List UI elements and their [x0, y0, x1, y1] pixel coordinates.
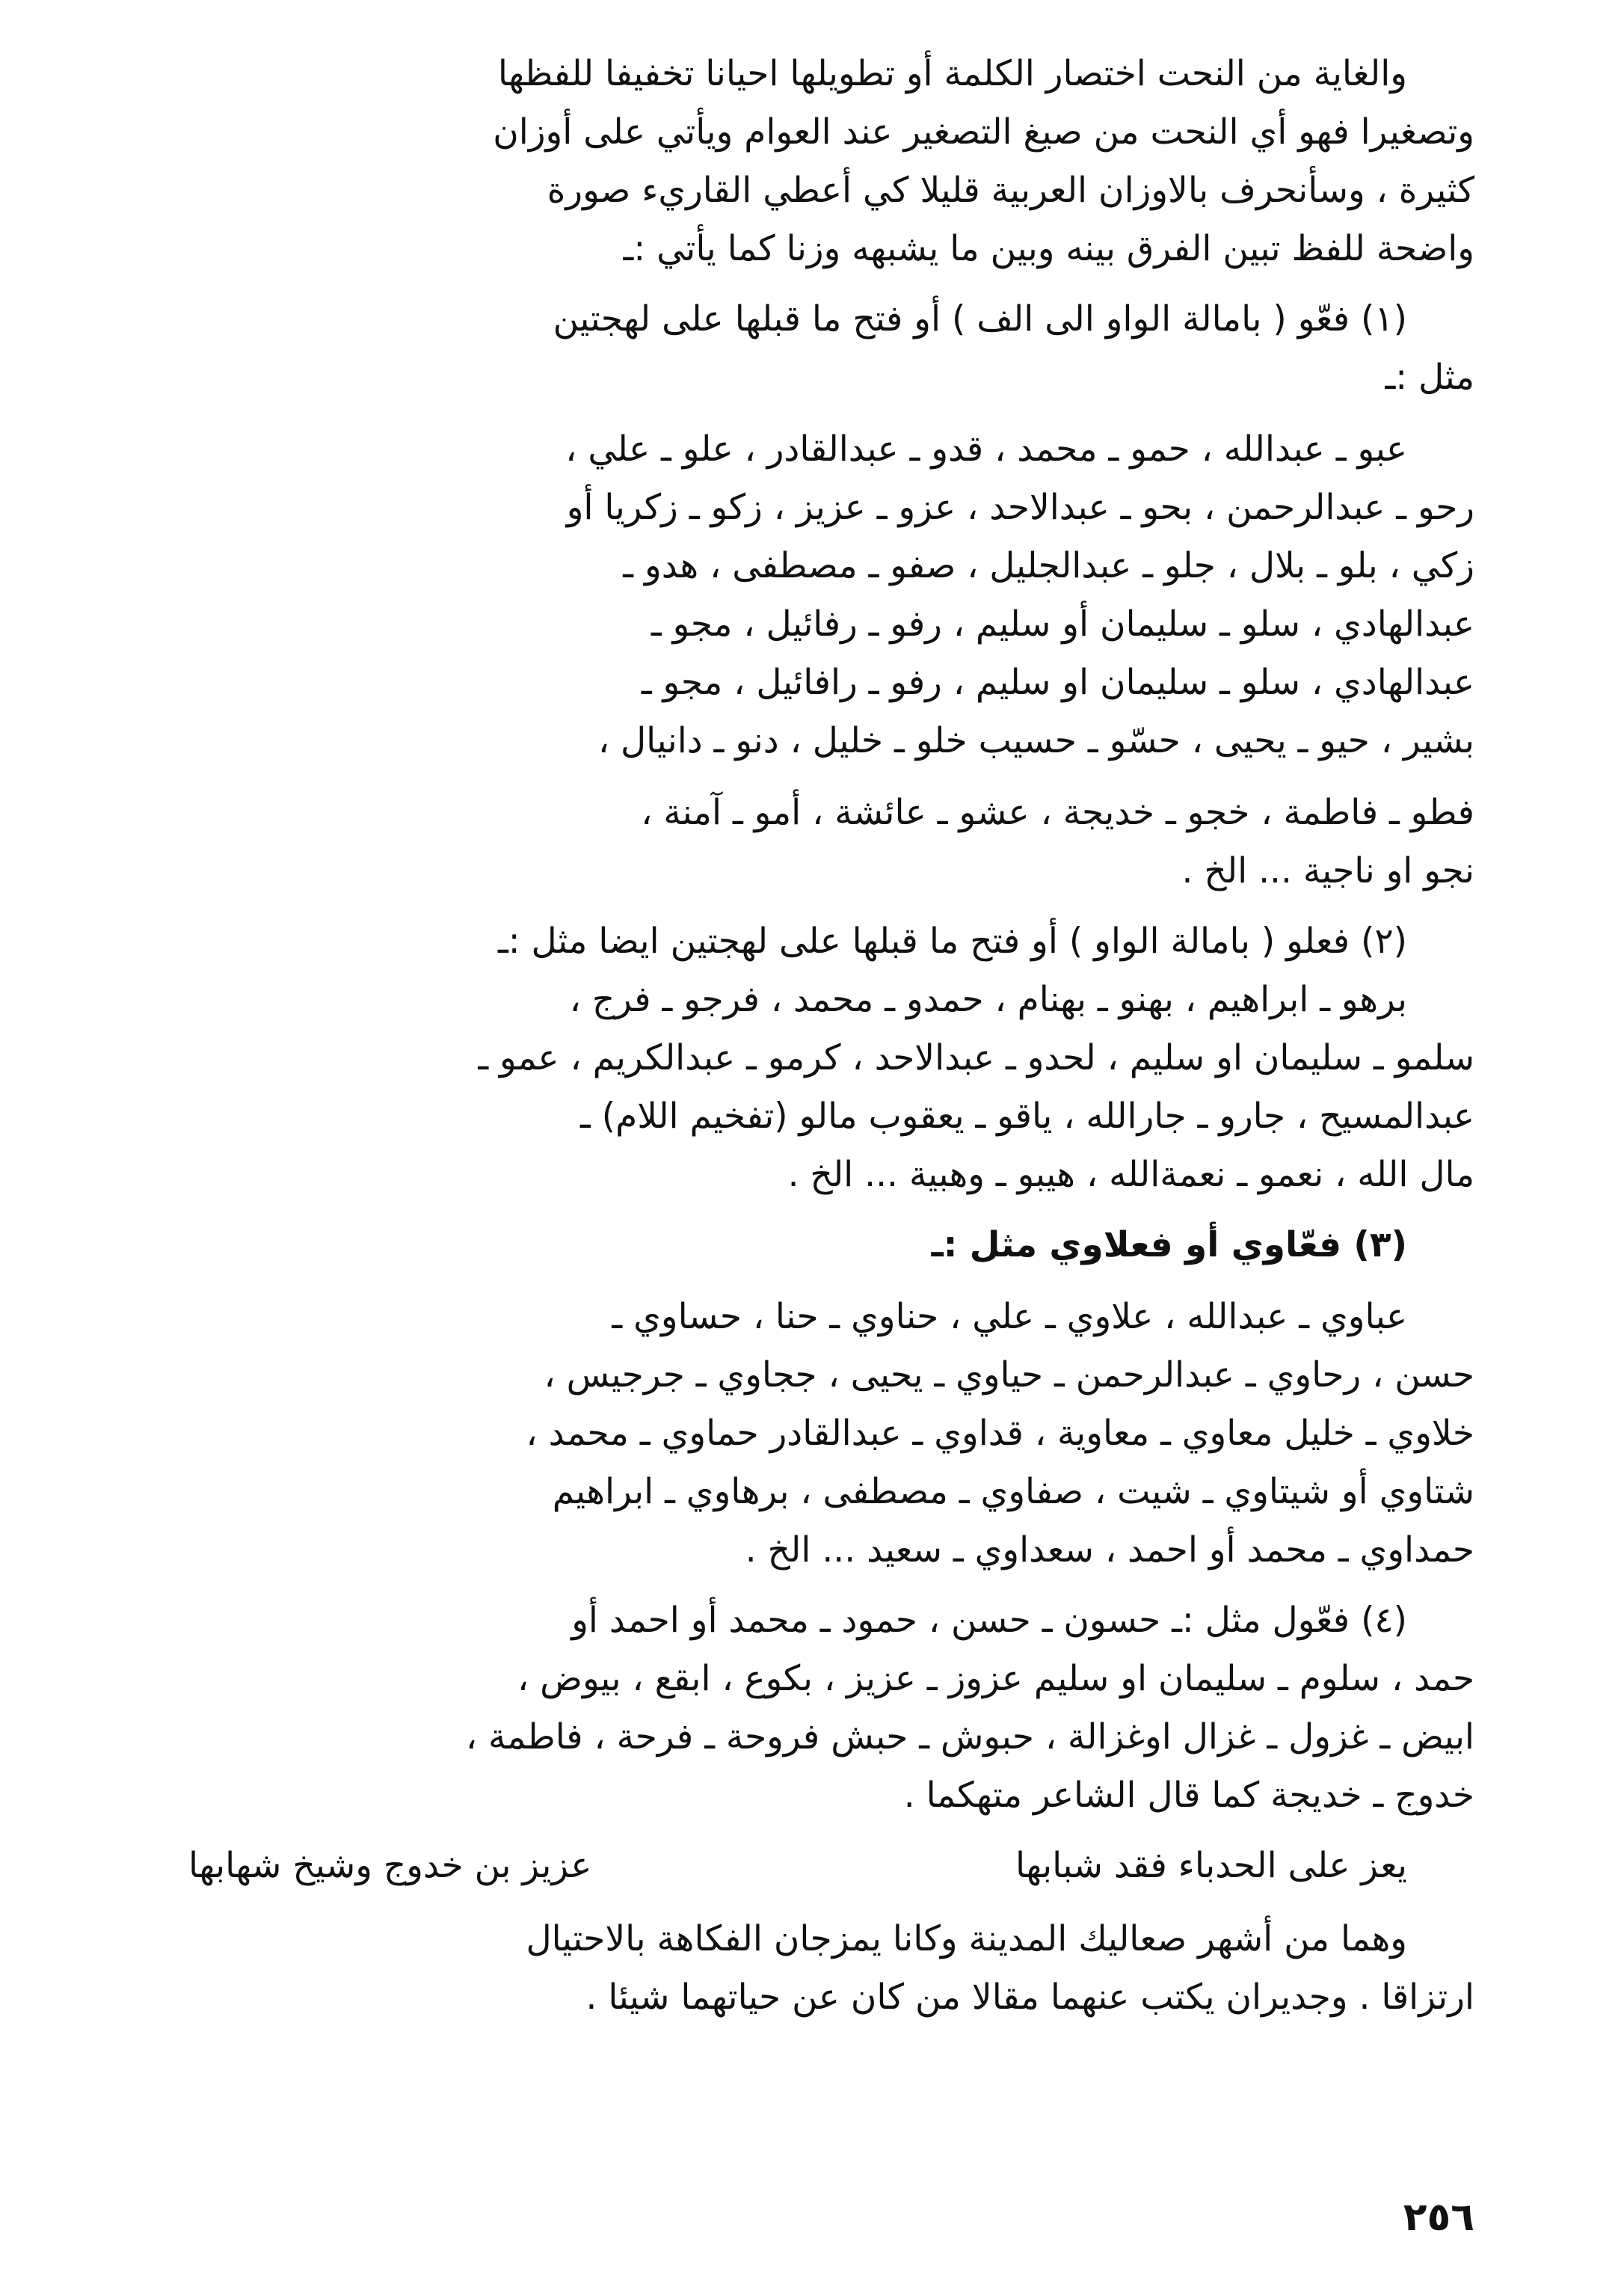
- section-1-heading: (١) فعّو ( بامالة الواو الى الف ) أو فتح ما قبلها على لهجتين: [553, 298, 1407, 340]
- text-line: ابيض ـ غزول ـ غزال اوغزالة ، حبوش ـ حبش فروحة ـ فرحة ، فاطمة ،: [465, 1716, 1474, 1757]
- text-line: حسن ، رحاوي ـ عبدالرحمن ـ حياوي ـ يحيى ، ججاوي ـ جرجيس ،: [544, 1354, 1474, 1396]
- page-number: ٢٥٦: [1403, 2195, 1474, 2240]
- text-line: عباوي ـ عبدالله ، علاوي ـ علي ، حناوي ـ حنا ، حساوي ـ: [612, 1296, 1407, 1337]
- section-4: [129, 1591, 1474, 1825]
- text-line: ارتزاقا . وجديران يكتب عنهما مقالا من كان عن حياتهما شيئا .: [585, 1977, 1474, 2018]
- text-line: خلاوي ـ خليل معاوي ـ معاوية ، قداوي ـ عبدالقادر حماوي ـ محمد ،: [526, 1413, 1474, 1454]
- text-line: حمد ، سلوم ـ سليمان او سليم عزوز ـ عزيز ، بكوع ، ابقع ، بيوض ،: [517, 1658, 1474, 1699]
- text-line: حمداوي ـ محمد أو احمد ، سعداوي ـ سعيد ... الخ .: [745, 1529, 1474, 1571]
- text-line: نجو او ناجية ... الخ .: [1181, 850, 1474, 891]
- section-4-heading: (٤) فعّول مثل :ـ حسون ـ حسن ، حمود ـ محمد أو احمد أو: [571, 1600, 1407, 1641]
- text-line: برهو ـ ابراهيم ، بهنو ـ بهنام ، حمدو ـ محمد ، فرجو ـ فرج ،: [569, 979, 1407, 1020]
- text-line: وهما من أشهر صعاليك المدينة وكانا يمزجان الفكاهة بالاحتيال: [526, 1918, 1407, 1959]
- text-line: عبدالهادي ، سلو ـ سليمان أو سليم ، رفو ـ رفائيل ، مجو ـ: [650, 604, 1474, 645]
- verse-second-hemistich: عزيز بن خدوج وشيخ شهابها: [188, 1845, 592, 1886]
- text-line: عبدالمسيح ، جارو ـ جارالله ، ياقو ـ يعقوب مالو (تفخيم اللام) ـ: [580, 1096, 1474, 1137]
- text-line: سلمو ـ سليمان او سليم ، لحدو ـ عبدالاحد ، كرمو ـ عبدالكريم ، عمو ـ: [478, 1037, 1474, 1078]
- text-line: زكي ، بلو ـ بلال ، جلو ـ عبدالجليل ، صفو ـ مصطفى ، هدو ـ: [623, 545, 1474, 586]
- closing-paragraph: [129, 1910, 1474, 2027]
- text-line: مال الله ، نعمو ـ نعمةالله ، هيبو ـ وهبية ... الخ .: [787, 1154, 1474, 1195]
- section-3-heading: (٣) فعّاوي أو فعلاوي مثل :ـ: [931, 1224, 1407, 1265]
- text-line: كثيرة ، وسأنحرف بالاوزان العربية قليلا كي أعطي القاريء صورة: [547, 170, 1474, 211]
- book-page: [129, 45, 1474, 2244]
- text-line: بشير ، حيو ـ يحيى ، حسّو ـ حسيب خلو ـ خليل ، دنو ـ دانيال ،: [597, 720, 1474, 761]
- text-line: رحو ـ عبدالرحمن ، بحو ـ عبدالاحد ، عزو ـ عزيز ، زكو ـ زكريا أو: [566, 487, 1474, 528]
- section-2-heading: (٢) فعلو ( بامالة الواو ) أو فتح ما قبلها على لهجتين ايضا مثل :ـ: [497, 921, 1407, 962]
- section-1: [129, 290, 1474, 900]
- poem-verse: [129, 1837, 1474, 1895]
- intro-paragraph: [129, 45, 1474, 278]
- verse-first-hemistich: يعز على الحدباء فقد شبابها: [1015, 1845, 1407, 1886]
- text-line: واضحة للفظ تبين الفرق بينه وبين ما يشبهه وزنا كما يأتي :ـ: [623, 228, 1474, 269]
- text-line: عبو ـ عبدالله ، حمو ـ محمد ، قدو ـ عبدالقادر ، علو ـ علي ،: [565, 429, 1407, 470]
- section-3: [129, 1216, 1474, 1579]
- section-2: [129, 912, 1474, 1204]
- text-line: والغاية من النحت اختصار الكلمة أو تطويلها احيانا تخفيفا للفظها: [497, 53, 1407, 94]
- text-line: فطو ـ فاطمة ، خجو ـ خديجة ، عشو ـ عائشة ، أمو ـ آمنة ،: [641, 792, 1474, 833]
- section-1-heading: مثل :ـ: [1385, 357, 1474, 398]
- text-line: عبدالهادي ، سلو ـ سليمان او سليم ، رفو ـ رافائيل ، مجو ـ: [641, 662, 1474, 703]
- text-line: خدوج ـ خديجة كما قال الشاعر متهكما .: [903, 1775, 1474, 1816]
- text-line: وتصغيرا فهو أي النحت من صيغ التصغير عند العوام ويأتي على أوزان: [493, 111, 1474, 153]
- text-line: شتاوي أو شيتاوي ـ شيت ، صفاوي ـ مصطفى ، برهاوي ـ ابراهيم: [552, 1471, 1474, 1512]
